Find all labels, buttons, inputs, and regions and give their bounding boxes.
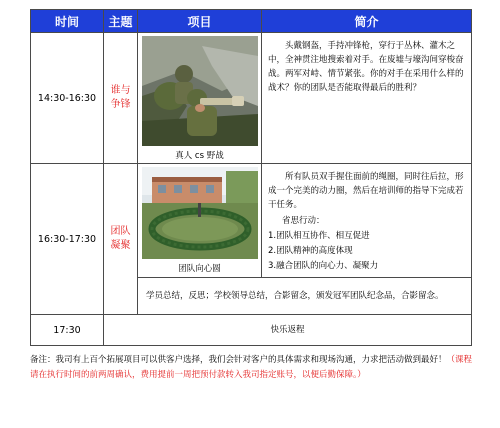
schedule-sheet [30, 9, 471, 346]
list-item: 2.团队精神的高度体现 [268, 246, 353, 256]
intro-cell [262, 33, 472, 164]
cs-field-photo [142, 36, 258, 146]
theme-line: 争锋 [110, 99, 131, 110]
header-intro: 简介 [262, 10, 472, 33]
header-project: 项目 [138, 10, 262, 33]
table-row [31, 315, 472, 346]
intro-text: 头戴钢盔，手持冲锋枪，穿行于丛林、灌木之中，全神贯注地搜索着对手。在废墟与壕沟间穿梭奋战。两军对峙、情节紧张。你的对手在采用什么样的战术？你的团队是否能取得最后的胜利？ [268, 41, 464, 93]
time-cell: 14:30-16:30 [31, 33, 104, 164]
team-circle-image [142, 167, 258, 259]
cs-field-image [142, 36, 258, 146]
project-cell [138, 164, 262, 278]
reflection-title: 省思行动： [282, 216, 325, 226]
team-circle-photo [142, 167, 258, 259]
time-cell: 16:30-17:30 [31, 164, 104, 315]
remark [30, 353, 474, 383]
remark-text: 我司有上百个拓展项目可以供客户选择，我们会针对客户的具体需求和现场沟通，力求把活动做到最好！ [55, 355, 447, 365]
theme-line: 凝聚 [110, 240, 131, 251]
schedule-table [30, 9, 472, 346]
remark-label: 备注： [30, 355, 56, 365]
theme-cell [104, 164, 138, 315]
remark-warning: （课程请在执行时间的前两周确认，费用提前一周把预付款转入我司指定账号，以便后勤保障。） [30, 355, 473, 380]
list-item: 1.团队相互协作、相互促进 [268, 231, 370, 241]
theme-line: 团队 [110, 226, 131, 237]
theme-line: 谁与 [110, 85, 131, 96]
time-cell: 17:30 [31, 315, 104, 346]
intro-cell [262, 164, 472, 278]
header-theme: 主题 [104, 10, 138, 33]
intro-text: 所有队员双手握住面前的绳圈，同时往后拉，形成一个完美的动力圈，然后在培训师的指导下完成若干任务。 [268, 172, 464, 210]
summary-cell: 学员总结，反思；学校领导总结，合影留念，颁发冠军团队纪念品，合影留念。 [138, 278, 472, 315]
photo-caption: 团队向心圆 [178, 264, 221, 274]
list-item: 3.融合团队的向心力、凝聚力 [268, 261, 379, 271]
header-row [31, 10, 472, 33]
theme-cell [104, 33, 138, 164]
header-time: 时间 [31, 10, 104, 33]
project-cell [138, 33, 262, 164]
return-cell: 快乐返程 [104, 315, 472, 346]
table-row [31, 164, 472, 278]
table-row [31, 33, 472, 164]
photo-caption: 真人 cs 野战 [175, 151, 224, 161]
